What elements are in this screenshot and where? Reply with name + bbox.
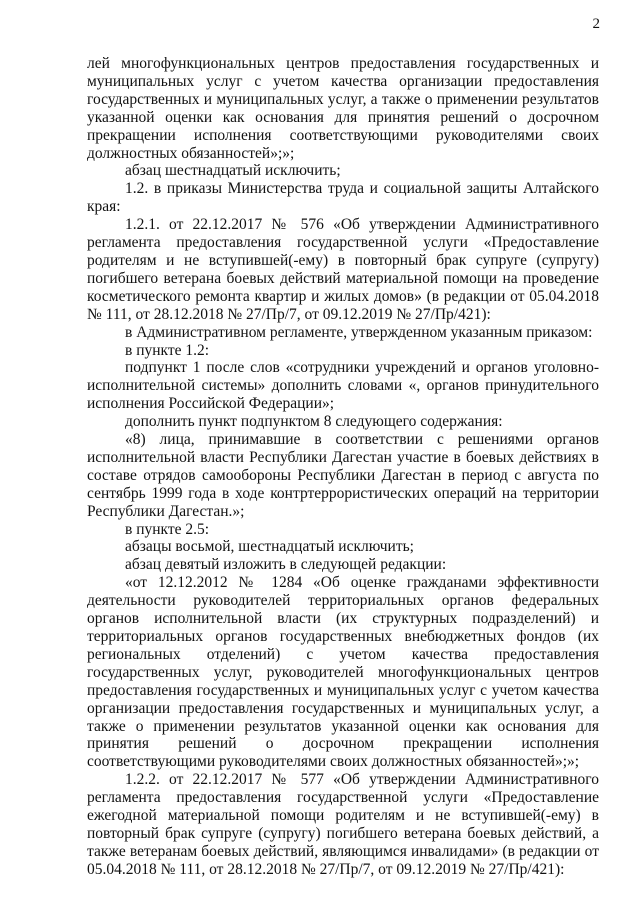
paragraph: 1.2. в приказы Министерства труда и социальной защиты Алтайского края: [87,180,599,216]
paragraph: 1.2.2. от 22.12.2017 № 577 «Об утверждении Административного регламента предоставления государственной услуги «Предоставление ежегодной материальной помощи родителям и не вступившей(-ему) в повторный брак супруге (супругу) погибшего ветерана боевых действий, а также ветеранам боевых действий, являющимся инвалидами» (в редакции от 05.04.2018 № 111, от 28.12.2018 № 27/Пр/7, от 09.12.2019 № 27/Пр/421): [87,771,599,878]
document-body [87,55,599,879]
paragraph: абзацы восьмой, шестнадцатый исключить; [125,538,414,556]
paragraph: абзац девятый изложить в следующей редакции: [125,556,447,574]
paragraph: 1.2.1. от 22.12.2017 № 576 «Об утверждении Административного регламента предоставления государственной услуги «Предоставление родителям и не вступившей(-ему) в повторный брак супруге (супругу) погибшего ветерана боевых действий материальной помощи на проведение косметического ремонта квартир и жилых домов» (в редакции от 05.04.2018 № 111, от 28.12.2018 № 27/Пр/7, от 09.12.2019 № 27/Пр/421): [87,216,599,323]
paragraph: в пункте 2.5: [125,520,210,538]
paragraph: «от 12.12.2012 № 1284 «Об оценке гражданами эффективности деятельности руководителей территориальных органов федеральных органов исполнительной власти (их структурных подразделений) и территориальных органов государственных внебюджетных фондов (их региональных отделений) с учетом качества предоставления государственных услуг, руководителей многофункциональных центров предоставления государственных и муниципальных услуг с учетом качества организации предоставления государственных и муниципальных услуг, а также о применении результатов указанной оценки как основания для принятия решений о досрочном прекращении исполнения соответствующими руководителями своих должностных обязанностей»;»; [87,574,599,771]
paragraph: абзац шестнадцатый исключить; [125,162,341,180]
paragraph: подпункт 1 после слов «сотрудники учреждений и органов уголовно-исполнительной системы» дополнить словами «, органов принудительного исполнения Российской Федерации»; [87,359,599,413]
page-number: 2 [592,16,600,32]
paragraph: «8) лица, принимавшие в соответствии с решениями органов исполнительной власти Республики Дагестан участие в боевых действиях в составе отрядов самообороны Республики Дагестан в период с августа по сентябрь 1999 года в ходе контртеррористических операций на территории Республики Дагестан.»; [87,431,599,520]
paragraph: лей многофункциональных центров предоставления государственных и муниципальных услуг с учетом качества организации предоставления государственных и муниципальных услуг, а также о применении результатов указанной оценки как основания для принятия решений о досрочном прекращении исполнения соответствующими руководителями своих должностных обязанностей»;»; [87,55,599,162]
paragraph: дополнить пункт подпунктом 8 следующего содержания: [125,413,503,431]
paragraph: в Административном регламенте, утвержденном указанным приказом: [125,323,593,341]
paragraph: в пункте 1.2: [125,341,210,359]
